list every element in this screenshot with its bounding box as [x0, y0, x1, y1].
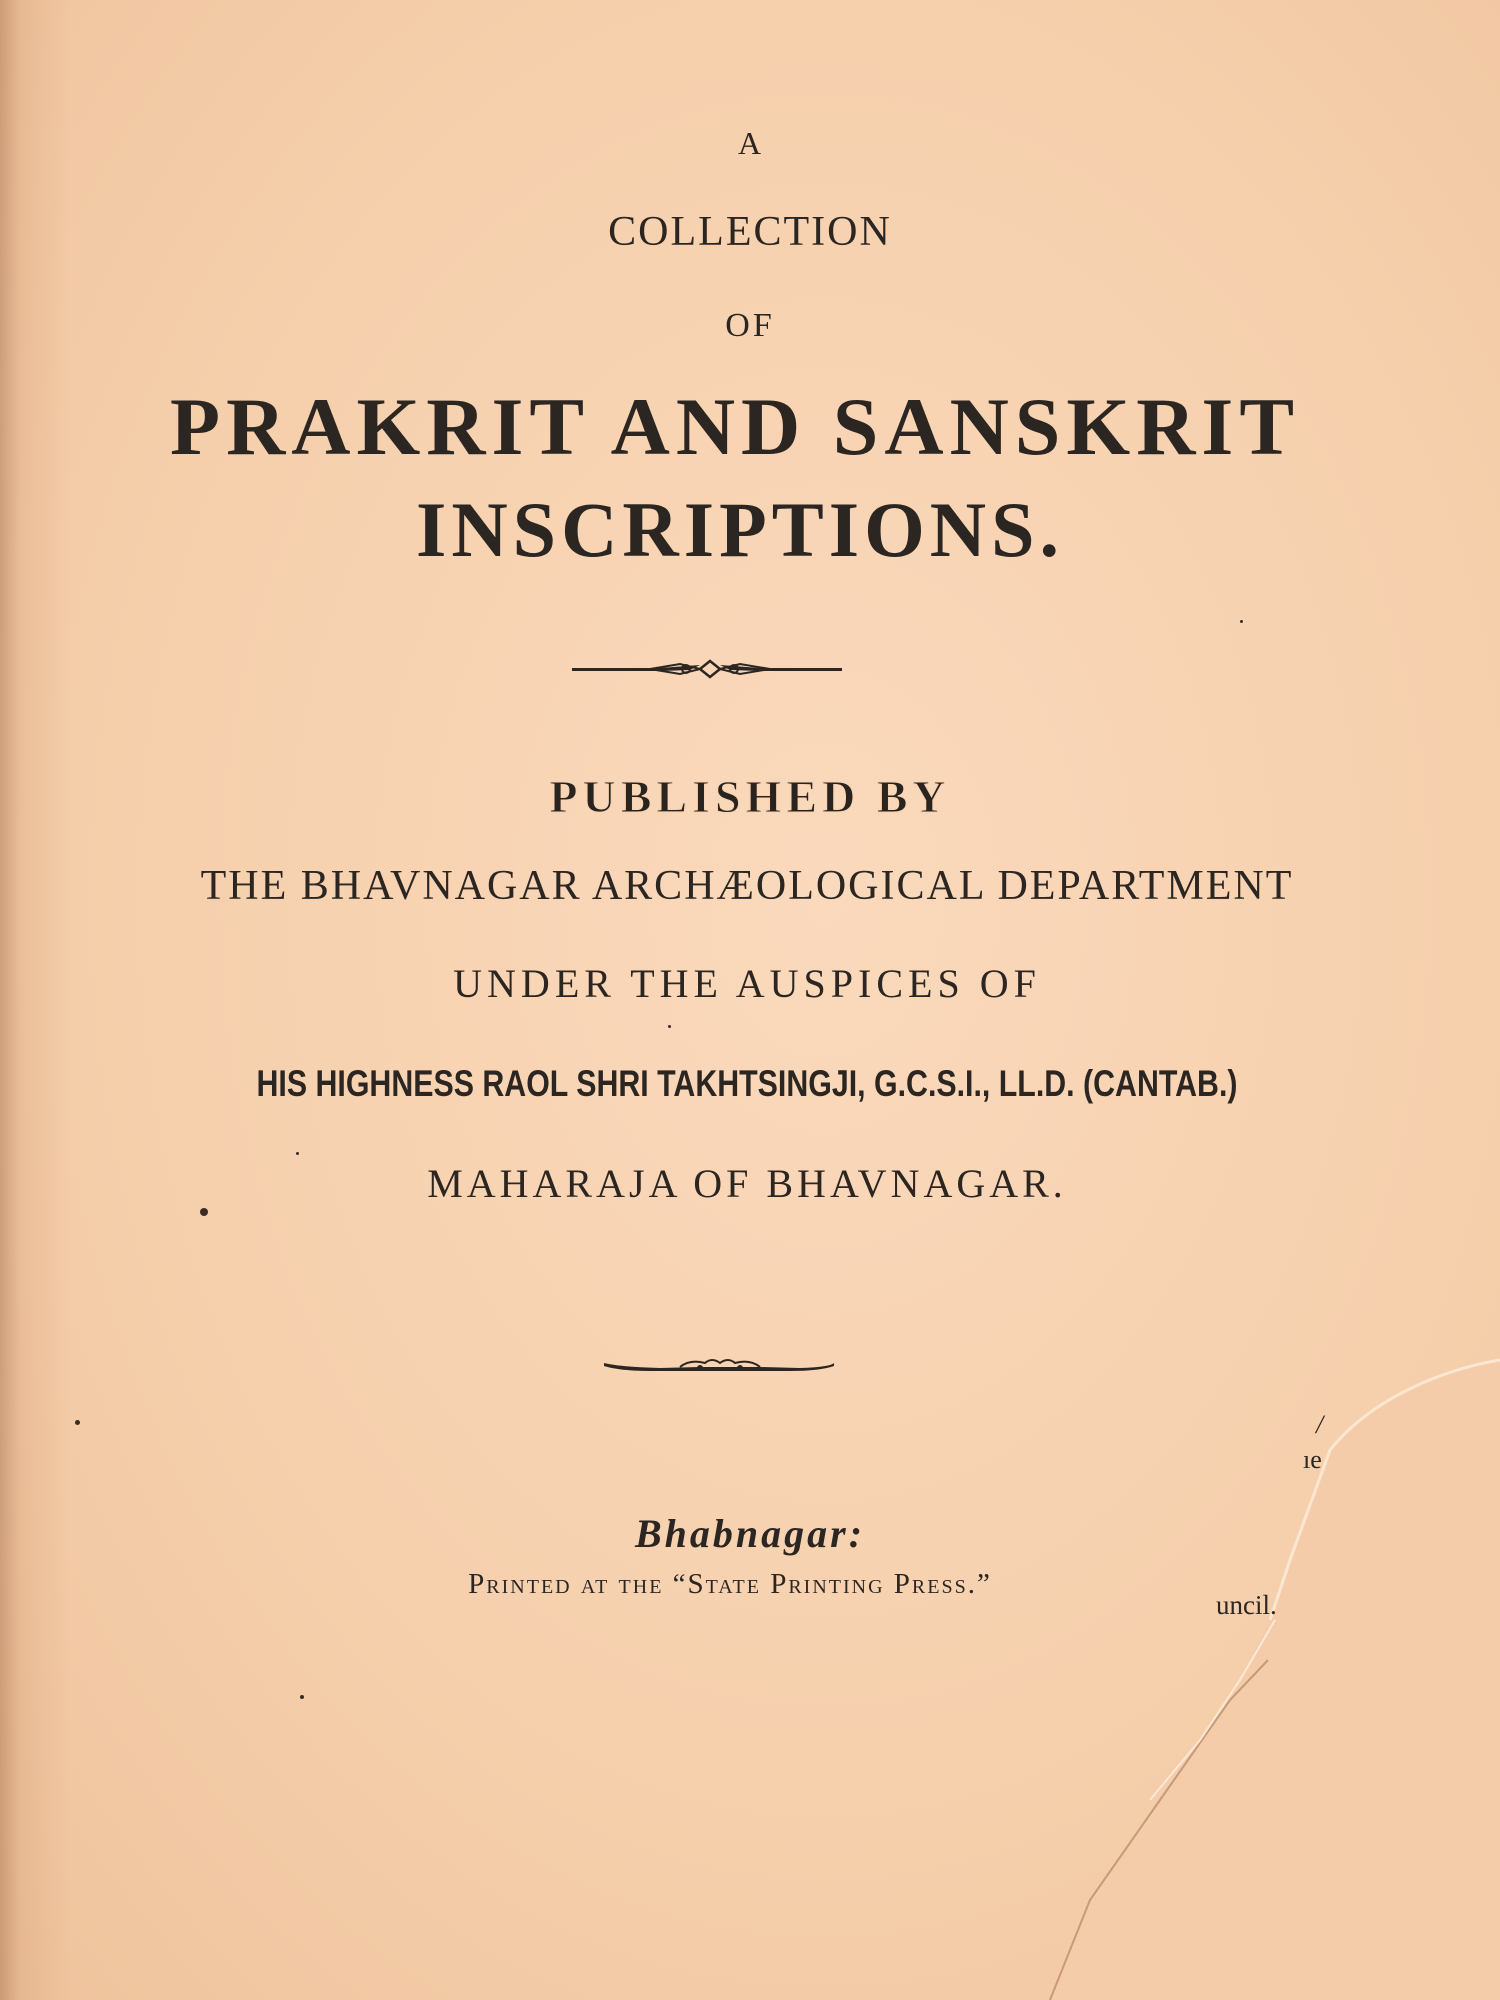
torn-fragment-council: uncil.	[1216, 1590, 1277, 1620]
paper-speck	[1240, 620, 1243, 623]
rule-ornament-bottom	[0, 1353, 1500, 1383]
patron-title: MAHARAJA OF BHAVNAGAR.	[427, 1161, 1067, 1206]
paper-speck	[75, 1420, 80, 1425]
paper-speck	[200, 1208, 208, 1216]
publisher-department: THE BHAVNAGAR ARCHÆOLOGICAL DEPARTMENT	[200, 863, 1294, 909]
title-prefix-a: A	[737, 125, 763, 161]
printer-line: Printed at the “State Printing Press.”	[468, 1568, 992, 1600]
title-of: OF	[725, 307, 775, 344]
paper-speck	[668, 1025, 671, 1028]
torn-fragment-ie: ıe	[1303, 1445, 1322, 1474]
main-title-line-1: PRAKRIT AND SANSKRIT	[169, 381, 1301, 472]
rule-ornament-top	[0, 650, 1500, 690]
paper-speck	[296, 1152, 299, 1155]
main-title-line-2: INSCRIPTIONS.	[416, 486, 1064, 573]
paper-speck	[300, 1695, 304, 1699]
place-of-publication: Bhabnagar:	[634, 1511, 866, 1556]
title-collection: COLLECTION	[608, 209, 892, 255]
patron-name: HIS HIGHNESS RAOL SHRI TAKHTSINGJI, G.C.S.I., LL.D. (CANTAB.)	[256, 1063, 1238, 1104]
published-by-heading: PUBLISHED BY	[549, 771, 951, 822]
torn-fragment-mark: /	[1316, 1410, 1324, 1439]
publisher-auspices: UNDER THE AUSPICES OF	[453, 961, 1041, 1006]
